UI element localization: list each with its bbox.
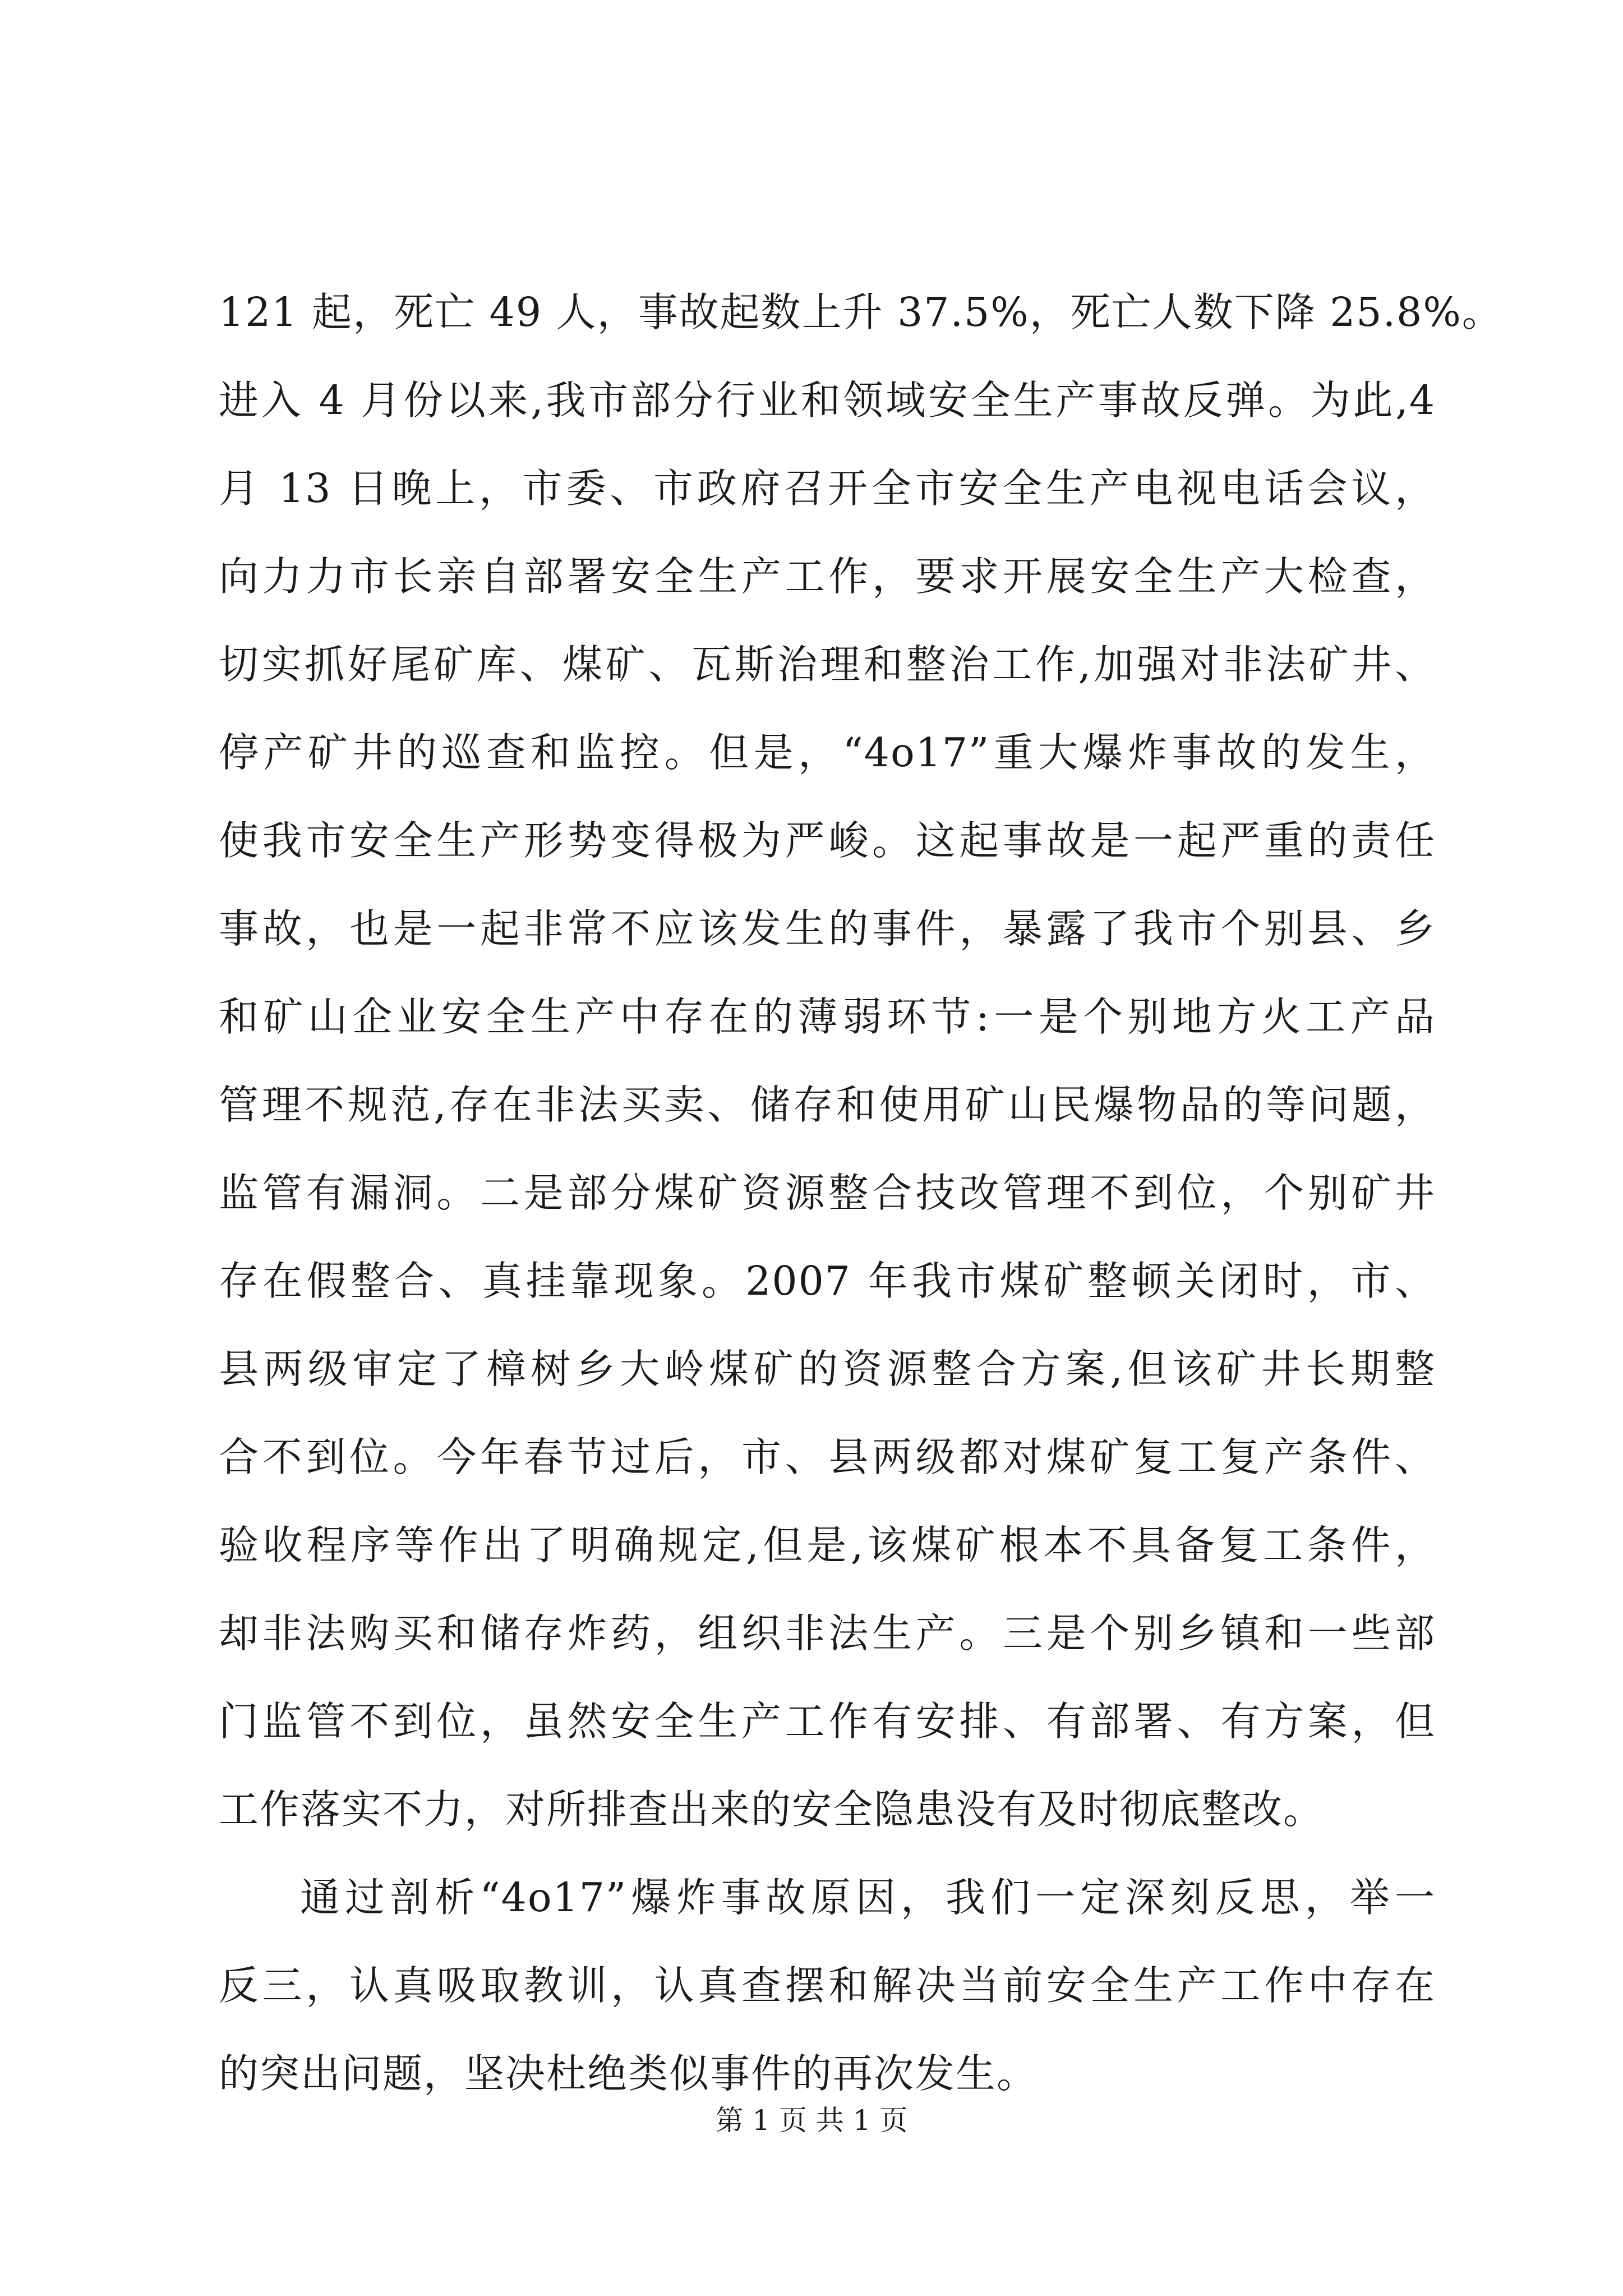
text-line: 121 起，死亡 49 人，事故起数上升 37.5%，死亡人数下降 25.8%。 (219, 289, 1503, 335)
text-line: 停产矿井的巡查和监控。但是，“4o17”重大爆炸事故的发生， (219, 729, 1436, 776)
text-line: 反三，认真吸取教训，认真查摆和解决当前安全生产工作中存在 (219, 1962, 1436, 2009)
text-line: 和矿山企业安全生产中存在的薄弱环节:一是个别地方火工产品 (219, 993, 1436, 1040)
text-line: 工作落实不力，对所排查出来的安全隐患没有及时彻底整改。 (219, 1786, 1325, 1833)
text-line: 管理不规范,存在非法买卖、储存和使用矿山民爆物品的等问题， (219, 1082, 1436, 1128)
text-line: 监管有漏洞。二是部分煤矿资源整合技改管理不到位，个别矿井 (219, 1170, 1436, 1216)
text-line: 的突出问题，坚决杜绝类似事件的再次发生。 (219, 2050, 1038, 2097)
text-line: 门监管不到位，虽然安全生产工作有安排、有部署、有方案，但 (219, 1698, 1436, 1745)
text-line: 存在假整合、真挂靠现象。2007 年我市煤矿整顿关闭时，市、 (219, 1258, 1436, 1304)
page-number-footer: 第 1 页 共 1 页 (715, 2104, 908, 2137)
text-line: 月 13 日晚上，市委、市政府召开全市安全生产电视电话会议， (219, 465, 1436, 512)
text-line: 合不到位。今年春节过后，市、县两级都对煤矿复工复产条件、 (219, 1434, 1436, 1480)
document-body (219, 268, 1503, 2118)
text-line: 进入 4 月份以来,我市部分行业和领域安全生产事故反弹。为此,4 (219, 377, 1436, 424)
text-line: 验收程序等作出了明确规定,但是,该煤矿根本不具备复工条件， (219, 1522, 1436, 1568)
text-line: 事故，也是一起非常不应该发生的事件，暴露了我市个别县、乡 (219, 905, 1436, 952)
text-line: 切实抓好尾矿库、煤矿、瓦斯治理和整治工作,加强对非法矿井、 (219, 641, 1436, 688)
text-line: 使我市安全生产形势变得极为严峻。这起事故是一起严重的责任 (219, 817, 1436, 864)
paragraph-first-line: 通过剖析“4o17”爆炸事故原因，我们一定深刻反思，举一 (300, 1874, 1436, 1921)
text-line: 向力力市长亲自部署安全生产工作，要求开展安全生产大检查， (219, 553, 1436, 600)
text-line: 县两级审定了樟树乡大岭煤矿的资源整合方案,但该矿井长期整 (219, 1346, 1436, 1392)
text-line: 却非法购买和储存炸药，组织非法生产。三是个别乡镇和一些部 (219, 1610, 1436, 1657)
